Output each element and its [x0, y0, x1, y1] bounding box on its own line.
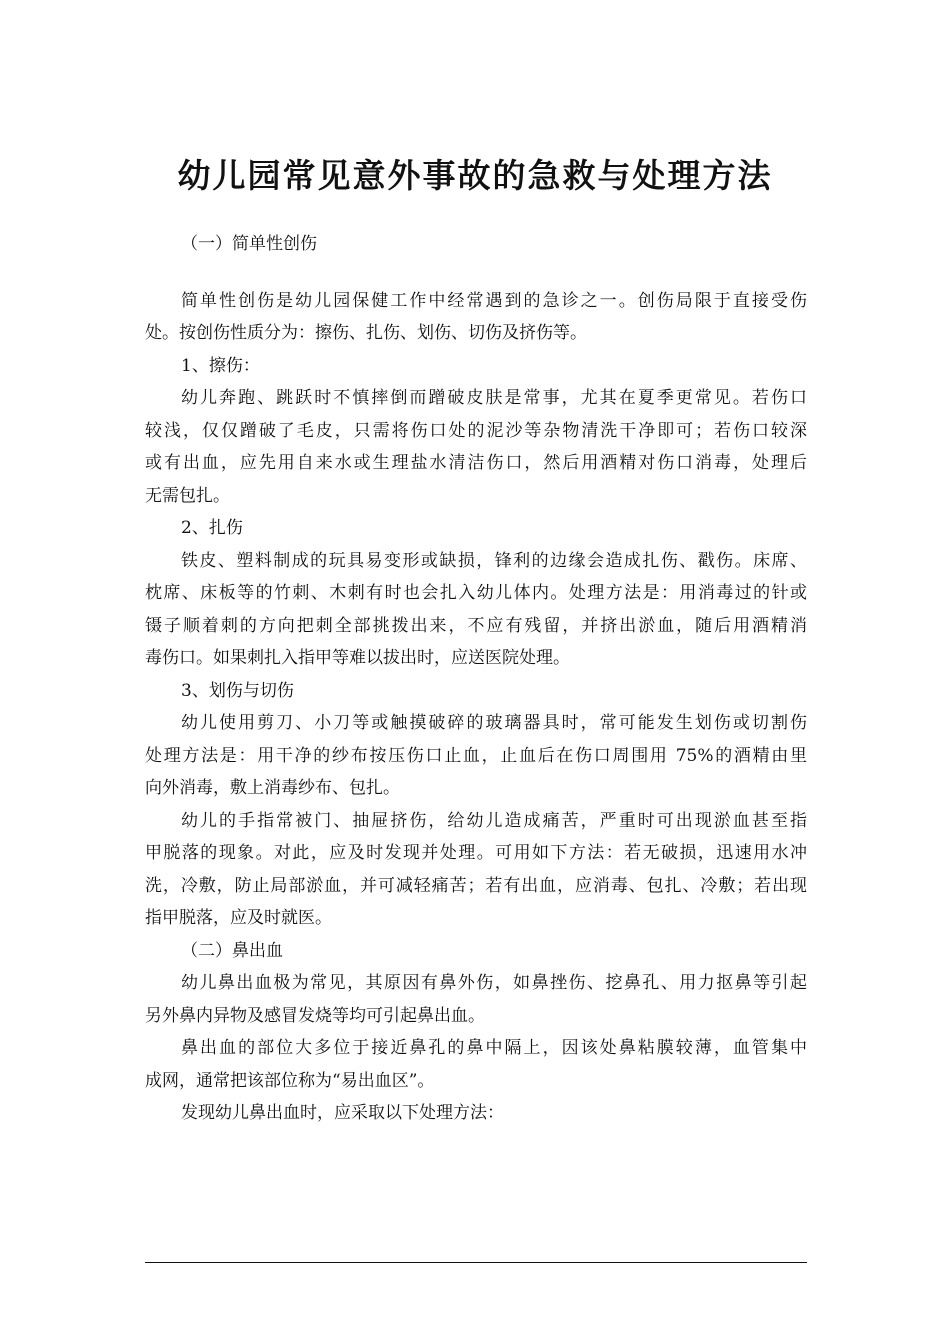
document-body [145, 228, 807, 1130]
paragraph-line: 鼻出血的部位大多位于接近鼻孔的鼻中隔上，因该处鼻粘膜较薄，血管集中 [181, 1038, 807, 1058]
document-title: 幼儿园常见意外事故的急救与处理方法 [177, 156, 773, 195]
paragraph-line: 甲脱落的现象。对此，应及时发现并处理。可用如下方法：若无破损，迅速用水冲 [145, 843, 807, 863]
paragraph-line: 毒伤口。如果刺扎入指甲等难以拔出时，应送医院处理。 [145, 648, 570, 668]
paragraph-line: 幼儿鼻出血极为常见，其原因有鼻外伤，如鼻挫伤、挖鼻孔、用力抠鼻等引起 [181, 973, 807, 993]
paragraph-line: 发现幼儿鼻出血时，应采取以下处理方法： [181, 1103, 504, 1123]
paragraph-line: 处理方法是：用干净的纱布按压伤口止血，止血后在伤口周围用 75%的酒精由里 [145, 745, 807, 766]
paragraph-line: 成网，通常把该部位称为“易出血区”。 [145, 1070, 435, 1091]
footer-divider [145, 1262, 807, 1263]
paragraph-line: 铁皮、塑料制成的玩具易变形或缺损，锋利的边缘会造成扎伤、戳伤。床席、 [181, 550, 807, 571]
paragraph-line: 无需包扎。 [145, 485, 230, 506]
paragraph-line: 枕席、床板等的竹刺、木刺有时也会扎入幼儿体内。处理方法是：用消毒过的针或 [145, 583, 807, 603]
item-heading-abrasion: 1、擦伤： [181, 355, 260, 376]
paragraph-line: 幼儿使用剪刀、小刀等或触摸破碎的玻璃器具时，常可能发生划伤或切割伤 [181, 713, 807, 733]
paragraph-line: 幼儿奔跑、跳跃时不慎摔倒而蹭破皮肤是常事，尤其在夏季更常见。若伤口 [181, 388, 807, 408]
paragraph-line: 向外消毒，敷上消毒纱布、包扎。 [145, 778, 400, 798]
paragraph-line: 简单性创伤是幼儿园保健工作中经常遇到的急诊之一。创伤局限于直接受伤 [181, 290, 807, 311]
item-heading-cuts: 3、划伤与切伤 [181, 680, 294, 701]
paragraph-line: 洗，冷敷，防止局部淤血，并可减轻痛苦；若有出血，应消毒、包扎、冷敷；若出现 [145, 875, 807, 896]
paragraph-line: 较浅，仅仅蹭破了毛皮，只需将伤口处的泥沙等杂物清洗干净即可；若伤口较深 [145, 420, 807, 441]
section-heading-simple-wounds: （一）简单性创伤 [181, 234, 317, 254]
paragraph-line: 幼儿的手指常被门、抽屉挤伤，给幼儿造成痛苦，严重时可出现淤血甚至指 [181, 810, 807, 831]
paragraph-line: 镊子顺着刺的方向把刺全部挑拨出来，不应有残留，并挤出淤血，随后用酒精消 [145, 615, 807, 636]
paragraph-line: 指甲脱落，应及时就医。 [145, 908, 332, 928]
paragraph-line: 或有出血，应先用自来水或生理盐水清洁伤口，然后用酒精对伤口消毒，处理后 [145, 453, 807, 473]
section-heading-nosebleed: （二）鼻出血 [181, 940, 283, 961]
item-heading-puncture: 2、扎伤 [181, 518, 243, 538]
paragraph-line: 处。按创伤性质分为：擦伤、扎伤、划伤、切伤及挤伤等。 [145, 323, 587, 343]
paragraph-line: 另外鼻内异物及感冒发烧等均可引起鼻出血。 [145, 1005, 485, 1026]
